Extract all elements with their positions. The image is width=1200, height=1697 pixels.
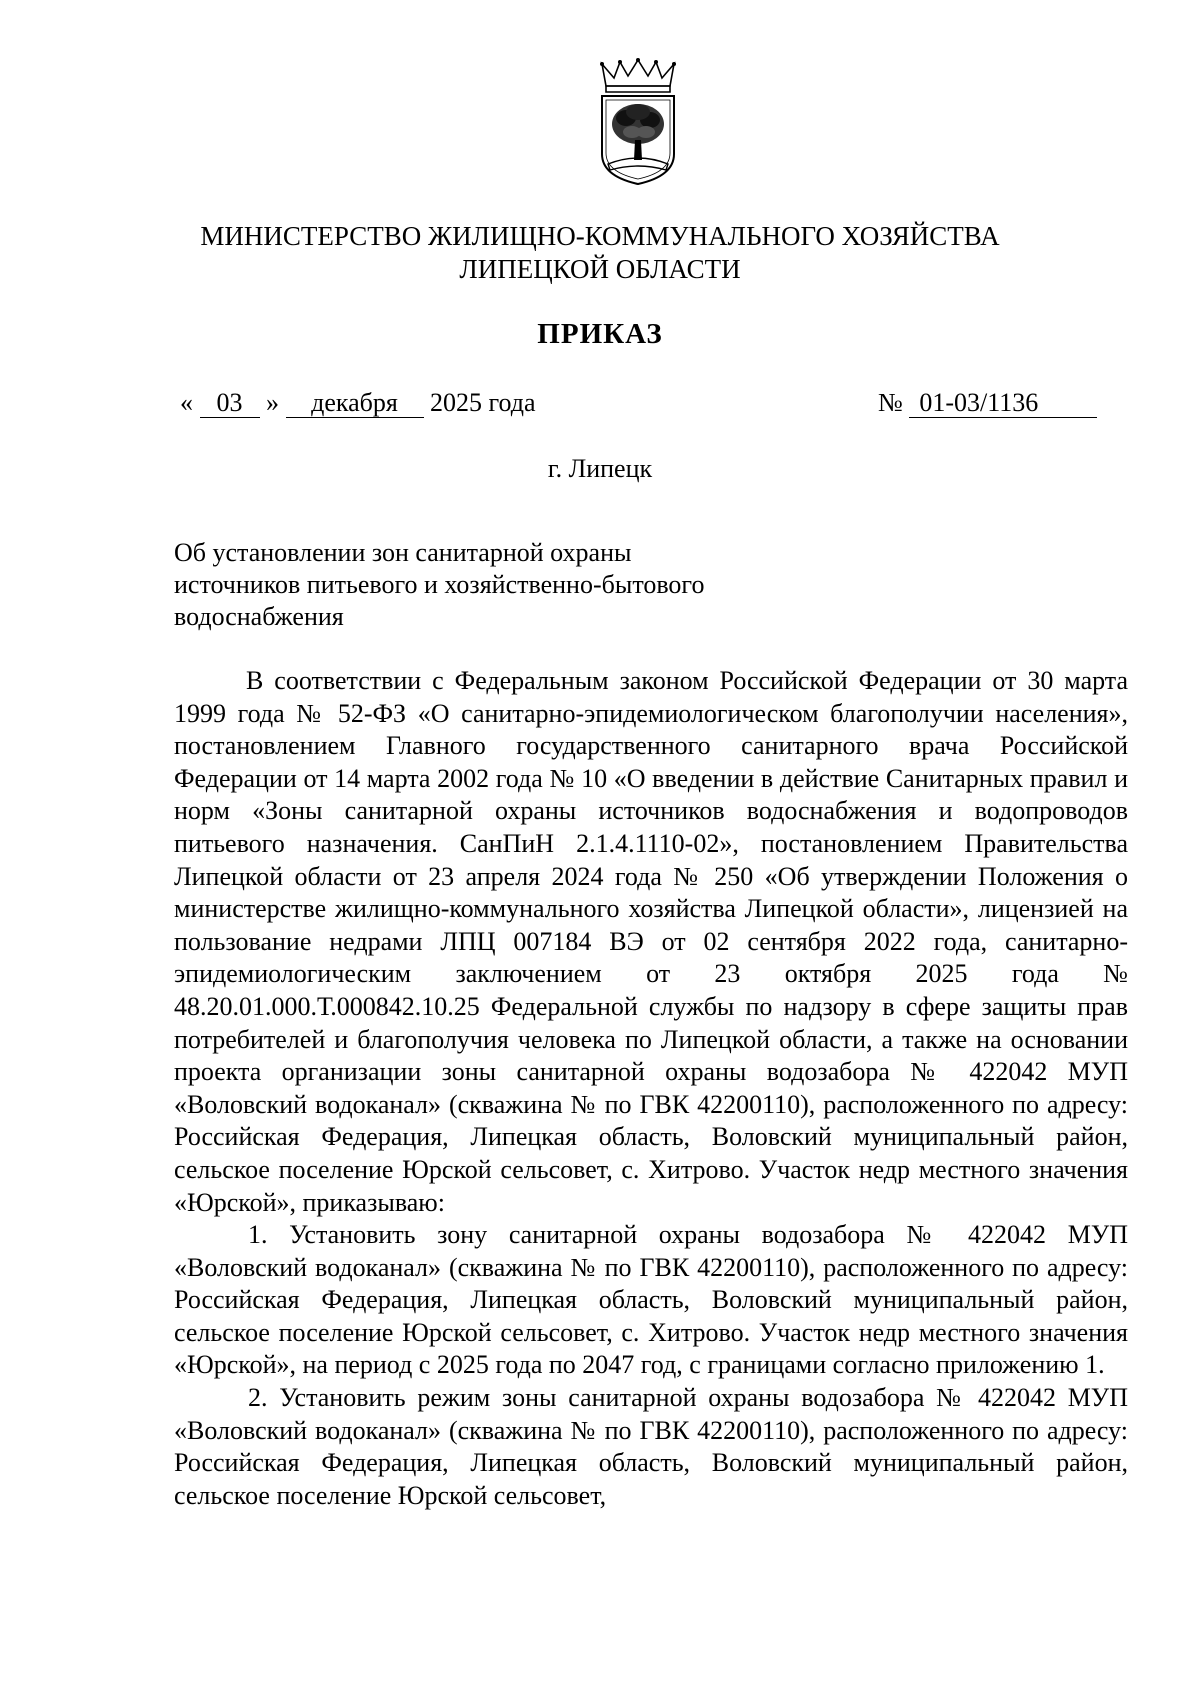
body-item-1: 1. Установить зону санитарной охраны водозабора № 422042 МУП «Воловский водоканал» (скважина № по ГВК 42200110), расположенного по адресу: Российская Федерация, Липецкая область, Воловский муниципальный район, сельское поселение Юрской сельсовет, с. Хитрово. Участок недр местного значения «Юрской», на период с 2025 года по 2047 год, с границами согласно приложению 1. — [174, 1220, 1128, 1380]
ministry-name-line2: ЛИПЕЦКОЙ ОБЛАСТИ — [459, 254, 741, 284]
document-body — [174, 665, 1128, 1512]
number-sign: № — [878, 388, 903, 417]
subject-line2: источников питьевого и хозяйственно-бытового — [174, 570, 705, 599]
date-quote-open: « — [180, 388, 193, 417]
body-item-2: 2. Установить режим зоны санитарной охраны водозабора № 422042 МУП «Воловский водоканал» (скважина № по ГВК 42200110), расположенного по адресу: Российская Федерация, Липецкая область, Воловский муниципальный район, сельское поселение Юрской сельсовет, — [174, 1383, 1128, 1510]
document-date — [180, 388, 536, 418]
subject-line1: Об установлении зон санитарной охраны — [174, 538, 632, 567]
document-number — [878, 388, 1097, 418]
date-day: 03 — [200, 389, 260, 418]
document-city: г. Липецк — [547, 454, 653, 483]
subject-line3: водоснабжения — [174, 602, 344, 631]
date-month: декабря — [286, 389, 424, 418]
body-preamble: В соответствии с Федеральным законом Российской Федерации от 30 марта 1999 года № 52-ФЗ «О санитарно-эпидемиологическом благополучии населения», постановлением Главного государственного санитарного врача Российской Федерации от 14 марта 2002 года № 10 «О введении в действие Санитарных правил и норм «Зоны санитарной охраны источников водоснабжения и водопроводов питьевого назначения. СанПиН 2.1.4.1110-02», постановлением Правительства Липецкой области от 23 апреля 2024 года № 250 «Об утверждении Положения о министерстве жилищно-коммунального хозяйства Липецкой области», лицензией на пользование недрами ЛПЦ 007184 ВЭ от 02 сентября 2022 года, санитарно-эпидемиологическим заключением от 23 октября 2025 года № 48.20.01.000.Т.000842.10.25 Федеральной службы по надзору в сфере защиты прав потребителей и благополучия человека по Липецкой области, а также на основании проекта организации зоны санитарной охраны водозабора № 422042 МУП «Воловский водоканал» (скважина № по ГВК 42200110), расположенного по адресу: Российская Федерация, Липецкая область, Воловский муниципальный район, сельское поселение Юрской сельсовет, с. Хитрово. Участок недр местного значения «Юрской», приказываю: — [174, 666, 1128, 1217]
ministry-name-line1: МИНИСТЕРСТВО ЖИЛИЩНО-КОММУНАЛЬНОГО ХОЗЯЙСТВА — [200, 221, 1000, 251]
coat-of-arms-icon — [596, 58, 680, 186]
ministry-name — [160, 220, 1040, 286]
document-subject — [174, 537, 774, 633]
document-title: ПРИКАЗ — [537, 318, 663, 350]
number-value: 01-03/1136 — [909, 389, 1097, 418]
date-year: 2025 года — [430, 388, 536, 417]
date-quote-close: » — [266, 388, 279, 417]
